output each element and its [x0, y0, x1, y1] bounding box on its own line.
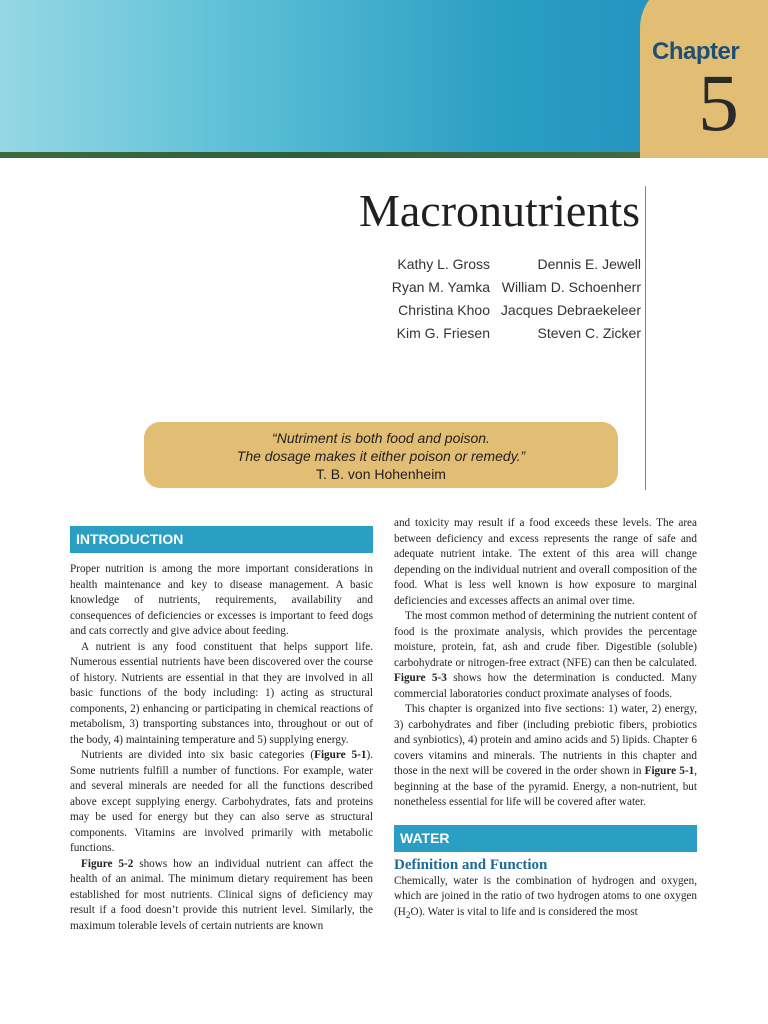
chapter-number: 5 — [698, 57, 739, 148]
figure-ref: Figure 5-3 — [394, 672, 447, 684]
paragraph — [394, 702, 697, 811]
author: Kim G. Friesen — [396, 325, 490, 341]
right-column — [394, 516, 697, 924]
author: Christina Khoo — [398, 302, 490, 318]
paragraph — [70, 748, 373, 857]
text: Chemically, water is the combination of hydrogen and oxygen, which are joined in the ratio of two hydrogen atoms to one oxygen (H — [394, 874, 697, 918]
text: The most common method of determining the nutrient content of food is the proximate analysis, which provides the percentage moisture, protein, fat, ash and crude fiber. Digestible (soluble) carbohydrate or nitrogen-free extract (NFE) can then be calculated. — [394, 610, 697, 669]
text: Nutrients are divided into six basic categories ( — [81, 749, 315, 761]
section-heading-introduction: INTRODUCTION — [70, 526, 373, 553]
text: shows how the determination is conducted. Many commercial laboratories conduct proximate analyses of foods. — [394, 672, 698, 700]
text: ). Some nutrients fulfill a number of functions. For example, water and several minerals are needed for all the functions described above except supplying energy. Carbohydrates, fats and proteins may be used for energy but they can also serve as structural components. Vitamins are involved primarily with metabolic functions. — [70, 749, 374, 854]
authors-left — [260, 253, 490, 345]
page-title: Macronutrients — [358, 185, 640, 236]
section-heading-water: WATER — [394, 825, 697, 852]
paragraph: Proper nutrition is among the more important considerations in health maintenance and key to disease management. A basic knowledge of nutrients, requirements, availability and consequences of deficiencies or excesses is important to feed dogs and cats correctly and give advice about feeding. — [70, 563, 373, 637]
author: William D. Schoenherr — [501, 279, 641, 295]
authors-right — [500, 253, 641, 345]
text: shows how an individual nutrient can affect the health of an animal. The minimum dietary requirement has been established for most nutrients. Clinical signs of deficiency may result if a food doesn’t provide this nutrient level. Similarly, the maximum tolerable levels of certain nutrients are known — [70, 857, 373, 932]
vertical-rule — [645, 186, 646, 490]
paragraph: A nutrient is any food constituent that helps support life. Numerous essential nutrients have been discovered over the course of history. Nutrients are essential in that they are involved in all basic functions of the body including: 1) acting as structural components, 2) enhancing or participating in chemical reactions of metabolism, 3) transporting substances into, throughout or out of the body, 4) maintaining temperature and 5) supplying energy. — [70, 640, 373, 746]
quote-line: “Nutriment is both food and poison. — [272, 430, 490, 446]
figure-ref: Figure 5-1 — [644, 765, 695, 777]
figure-ref: Figure 5-1 — [314, 749, 367, 761]
subheading: Definition and Function — [394, 856, 548, 873]
author: Ryan M. Yamka — [391, 279, 490, 295]
quote-line: The dosage makes it either poison or remedy.” — [236, 448, 526, 464]
author: Jacques Debraekeleer — [500, 302, 641, 318]
chapter-label: Chapter — [652, 38, 740, 65]
author: Dennis E. Jewell — [537, 256, 641, 272]
text: , beginning at the base of the pyramid. Energy, a non-nutrient, but nonetheless essential for life will be covered after water. — [394, 765, 697, 808]
text: O). Water is vital to life and is considered the most — [410, 905, 638, 918]
quote-attribution: T. B. von Hohenheim — [316, 466, 446, 482]
paragraph: and toxicity may result if a food exceeds these levels. The area between deficiency and excess represents the range of safe and adequate nutrient intake. The extent of this area will change depending on the individual nutrient and overall composition of the food. What is less well known is how exposure to marginal deficiencies and excesses affects an animal over time. — [394, 517, 697, 607]
epigraph-quote — [144, 422, 618, 488]
paragraph — [394, 874, 697, 925]
text: This chapter is organized into five sections: 1) water, 2) energy, 3) carbohydrates and fiber (including prebiotic fibers, probiotics and synbiotics), 4) protein and amino acids and 5) lipids. Chapter 6 covers vitamins and minerals. The nutrients in this chapter and those in the next will be covered in the order shown in — [394, 703, 697, 777]
left-column — [70, 526, 373, 934]
subscript: 2 — [405, 910, 411, 921]
figure-ref: Figure 5-2 — [81, 857, 134, 870]
paragraph — [70, 857, 373, 935]
author: Kathy L. Gross — [397, 256, 490, 272]
author: Steven C. Zicker — [537, 325, 641, 341]
paragraph — [394, 609, 697, 702]
